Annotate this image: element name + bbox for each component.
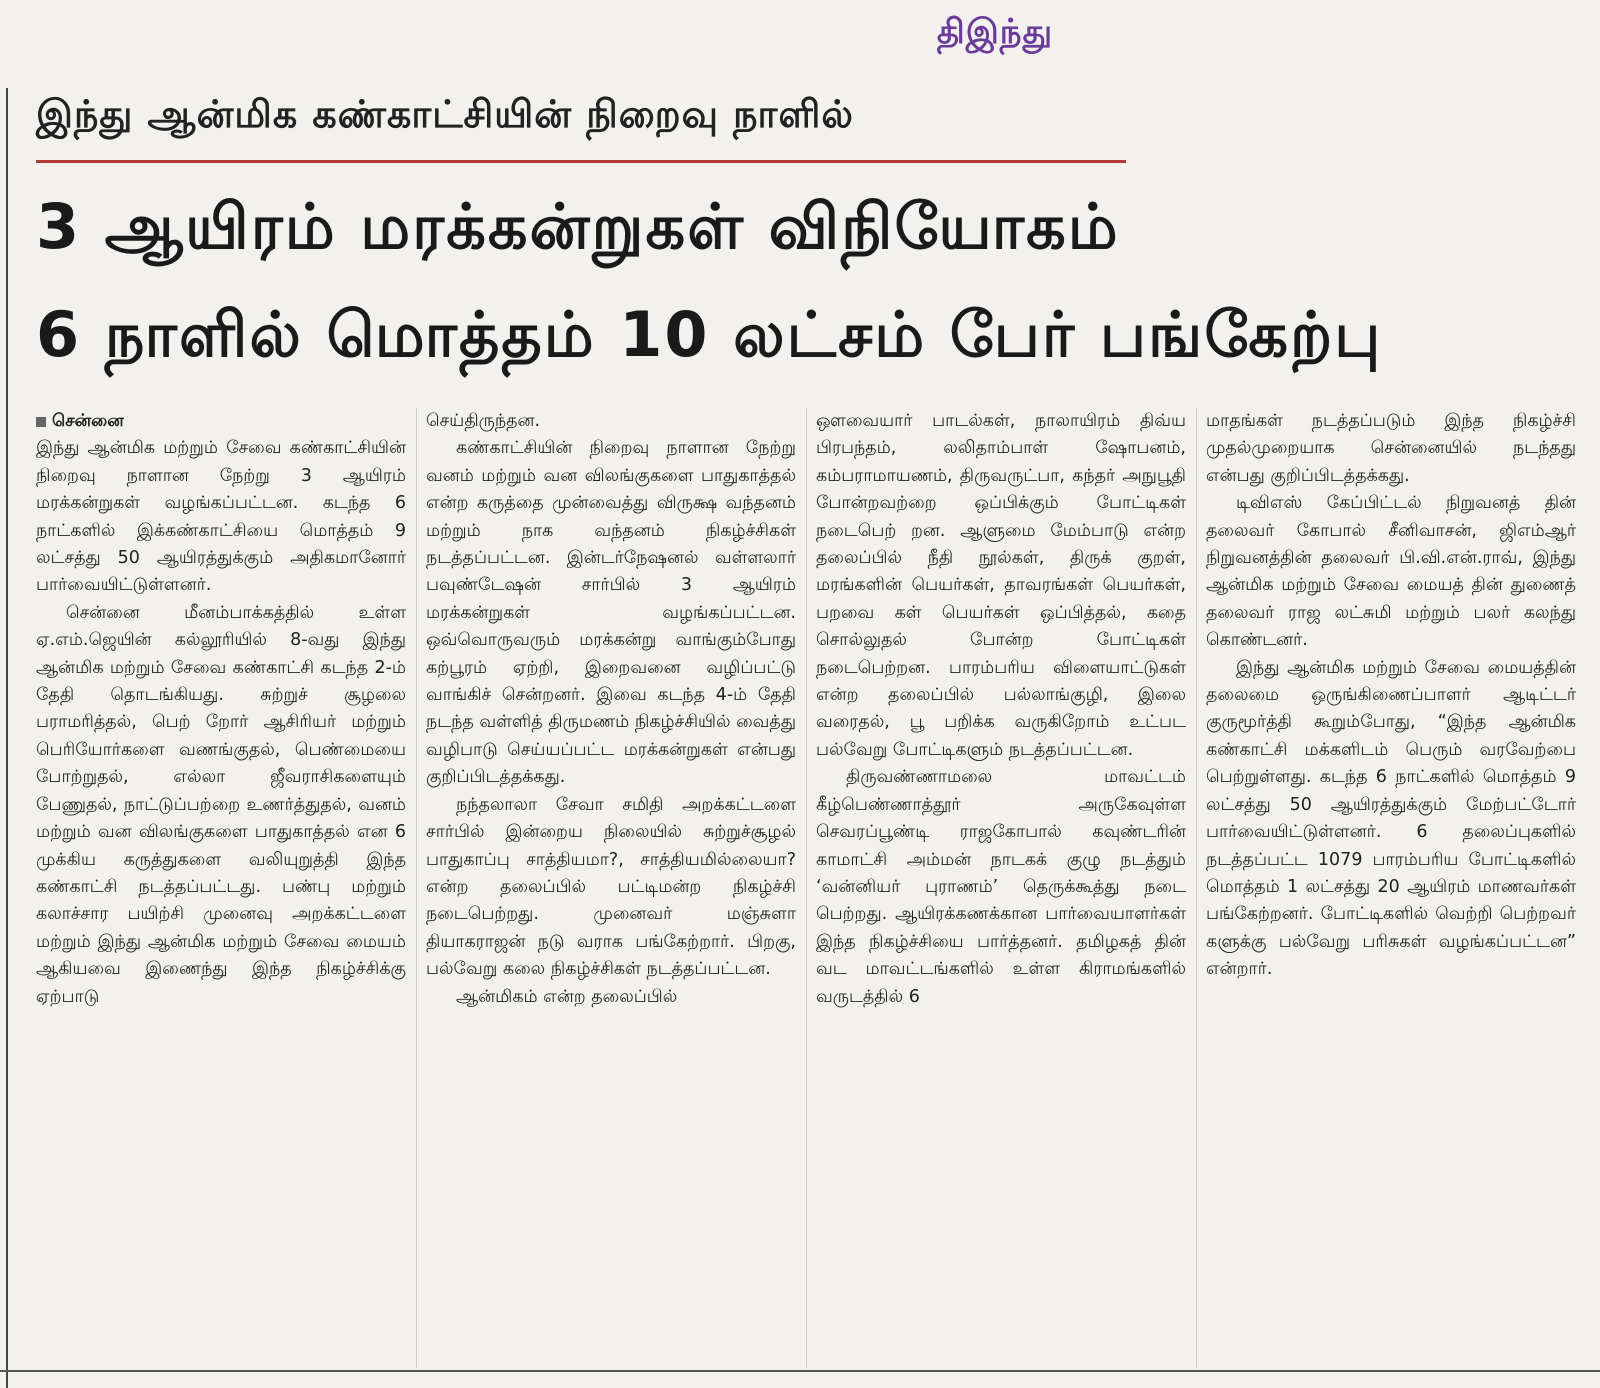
paragraph: திருவண்ணாமலை மாவட்டம் கீழ்பெண்ணாத்தூர் அருகேவுள்ள செவரப்பூண்டி ராஜகோபால் கவுண்டரின் காமாட்சி அம்மன் நாடகக் குழு நடத்தும் ‘வன்னியர் புராணம்’ தெருக்கூத்து நடை பெற்றது. ஆயிரக்கணக்கான பார்வையாளர்கள் இந்த நிகழ்ச்சியை பார்த்தனர். தமிழகத் தின் வட மாவட்டங்களில் உள்ள கிராமங்களில் வருடத்தில் 6 bbox=[816, 767, 1186, 1007]
bottom-border-rule bbox=[0, 1370, 1600, 1372]
kicker-headline: இந்து ஆன்மிக கண்காட்சியின் நிறைவு நாளில் bbox=[36, 92, 854, 136]
kicker-underline bbox=[36, 160, 1126, 163]
paragraph: கண்காட்சியின் நிறைவு நாளான நேற்று வனம் மற்றும் வன விலங்குகளை பாதுகாத்தல் என்ற கருத்தை முன்வைத்து விருக்ஷ வந்தனம் மற்றும் நாக வந்தனம் நிகழ்ச்சிகள் நடத்தப்பட்டன. இன்டர்நேஷனல் வள்ளலார் பவுண்டேஷன் சார்பில் 3 ஆயிரம் மரக்கன்றுகள் வழங்கப்பட்டன. ஒவ்வொருவரும் மரக்கன்று வாங்கும்போது கற்பூரம் ஏற்றி, இறைவனை வழிப்பட்டு வாங்கிச் சென்றனர். இவை கடந்த 4-ம் தேதி நடந்த வள்ளித் திருமணம் நிகழ்ச்சியில் வைத்து வழிபாடு செய்யப்பட்ட மரக்கன்றுகள் என்பது குறிப்பிடத்தக்கது. bbox=[426, 438, 796, 788]
paragraph: டிவிஎஸ் கேப்பிட்டல் நிறுவனத் தின் தலைவர் கோபால் சீனிவாசன், ஜிஎம்ஆர் நிறுவனத்தின் தலைவர் பி.வி.என்.ராவ், இந்து ஆன்மிக மற்றும் சேவை மையத் தின் துணைத் தலைவர் ராஜ லட்சுமி மற்றும் பலர் கலந்து கொண்டனர். bbox=[1206, 493, 1576, 651]
main-headline-line-1: 3 ஆயிரம் மரக்கன்றுகள் விநியோகம் bbox=[36, 190, 1120, 263]
bullet-square-icon bbox=[36, 417, 46, 427]
left-border-rule bbox=[0, 88, 8, 1388]
article-body bbox=[36, 408, 1576, 1368]
paragraph: ஆன்மிகம் என்ற தலைப்பில் bbox=[456, 986, 678, 1007]
paragraph: மாதங்கள் நடத்தப்படும் இந்த நிகழ்ச்சி முதல்முறையாக சென்னையில் நடந்தது என்பது குறிப்பிடத்தக்கது. bbox=[1206, 411, 1576, 486]
paragraph: செய்திருந்தன. bbox=[426, 411, 541, 431]
paragraph: இந்து ஆன்மிக மற்றும் சேவை கண்காட்சியின் நிறைவு நாளான நேற்று 3 ஆயிரம் மரக்கன்றுகள் வழங்கப்பட்டன. கடந்த 6 நாட்களில் இக்கண்காட்சியை மொத்தம் 9 லட்சத்து 50 ஆயிரத்துக்கும் அதிகமானோர் பார்வையிட்டுள்ளனர். bbox=[36, 438, 406, 596]
masthead-logo: திஇந்து bbox=[936, 12, 1054, 52]
paragraph: சென்னை மீனம்பாக்கத்தில் உள்ள ஏ.எம்.ஜெயின் கல்லூரியில் 8-வது இந்து ஆன்மிக மற்றும் சேவை கண்காட்சி கடந்த 2-ம் தேதி தொடங்கியது. சுற்றுச் சூழலை பராமரித்தல், பெற் றோர் ஆசிரியர் மற்றும் பெரியோர்களை வணங்குதல், பெண்மையை போற்றுதல், எல்லா ஜீவராசிகளையும் பேணுதல், நாட்டுப்பற்றை உணர்த்துதல், வனம் மற்றும் வன விலங்குகளை பாதுகாத்தல் என 6 முக்கிய கருத்துகளை வலியுறுத்தி இந்த கண்காட்சி நடத்தப்பட்டது. பண்பு மற்றும் கலாச்சார பயிற்சி முனைவு அறக்கட்டளை மற்றும் இந்து ஆன்மிக மற்றும் சேவை மையம் ஆகியவை இணைந்து இந்த நிகழ்ச்சிக்கு ஏற்பாடு bbox=[36, 602, 406, 1007]
main-headline-line-2: 6 நாளில் மொத்தம் 10 லட்சம் பேர் பங்கேற்பு bbox=[36, 298, 1383, 371]
paragraph: ஔவையார் பாடல்கள், நாலாயிரம் திவ்ய பிரபந்தம், லலிதாம்பாள் ஷோபனம், கம்பராமாயணம், திருவருட்பா, கந்தர் அநுபூதி போன்றவற்றை ஒப்பிக்கும் போட்டிகள் நடைபெற் றன. ஆளுமை மேம்பாடு என்ற தலைப்பில் நீதி நூல்கள், திருக் குறள், மரங்களின் பெயர்கள், தாவரங்கள் பெயர்கள், பறவை கள் பெயர்கள் ஒப்பித்தல், கதை சொல்லுதல் போன்ற போட்டிகள் நடைபெற்றன. பாரம்பரிய விளையாட்டுகள் என்ற தலைப்பில் பல்லாங்குழி, இலை வரைதல், பூ பறிக்க வருகிறோம் உட்பட பல்வேறு போட்டிகளும் நடத்தப்பட்டன. bbox=[816, 411, 1186, 760]
article-column-1 bbox=[36, 408, 406, 1368]
paragraph: இந்து ஆன்மிக மற்றும் சேவை மையத்தின் தலைமை ஒருங்கிணைப்பாளர் ஆடிட்டர் குருமூர்த்தி கூறும்போது, “இந்த ஆன்மிக கண்காட்சி மக்களிடம் பெரும் வரவேற்பை பெற்றுள்ளது. கடந்த 6 நாட்களில் மொத்தம் 9 லட்சத்து 50 ஆயிரத்துக்கும் மேற்பட்டோர் பார்வையிட்டுள்ளனர். 6 தலைப்புகளில் நடத்தப்பட்ட 1079 பாரம்பரிய போட்டிகளில் மொத்தம் 1 லட்சத்து 20 ஆயிரம் மாணவர்கள் பங்கேற்றனர். போட்டிகளில் வெற்றி பெற்றவர் களுக்கு பல்வேறு பரிசுகள் வழங்கப்பட்டன” என்றார். bbox=[1206, 657, 1576, 980]
article-column-2 bbox=[426, 408, 796, 1368]
dateline bbox=[36, 408, 406, 435]
dateline-city: சென்னை bbox=[52, 411, 124, 431]
article-column-3 bbox=[816, 408, 1186, 1368]
article-column-4 bbox=[1206, 408, 1576, 1368]
paragraph: நந்தலாலா சேவா சமிதி அறக்கட்டளை சார்பில் இன்றைய நிலையில் சுற்றுச்சூழல் பாதுகாப்பு சாத்தியமா?, சாத்தியமில்லையா? என்ற தலைப்பில் பட்டிமன்ற நிகழ்ச்சி நடைபெற்றது. முனைவர் மஞ்சுளா தியாகராஜன் நடு வராக பங்கேற்றார். பிறகு, பல்வேறு கலை நிகழ்ச்சிகள் நடத்தப்பட்டன. bbox=[426, 794, 796, 980]
